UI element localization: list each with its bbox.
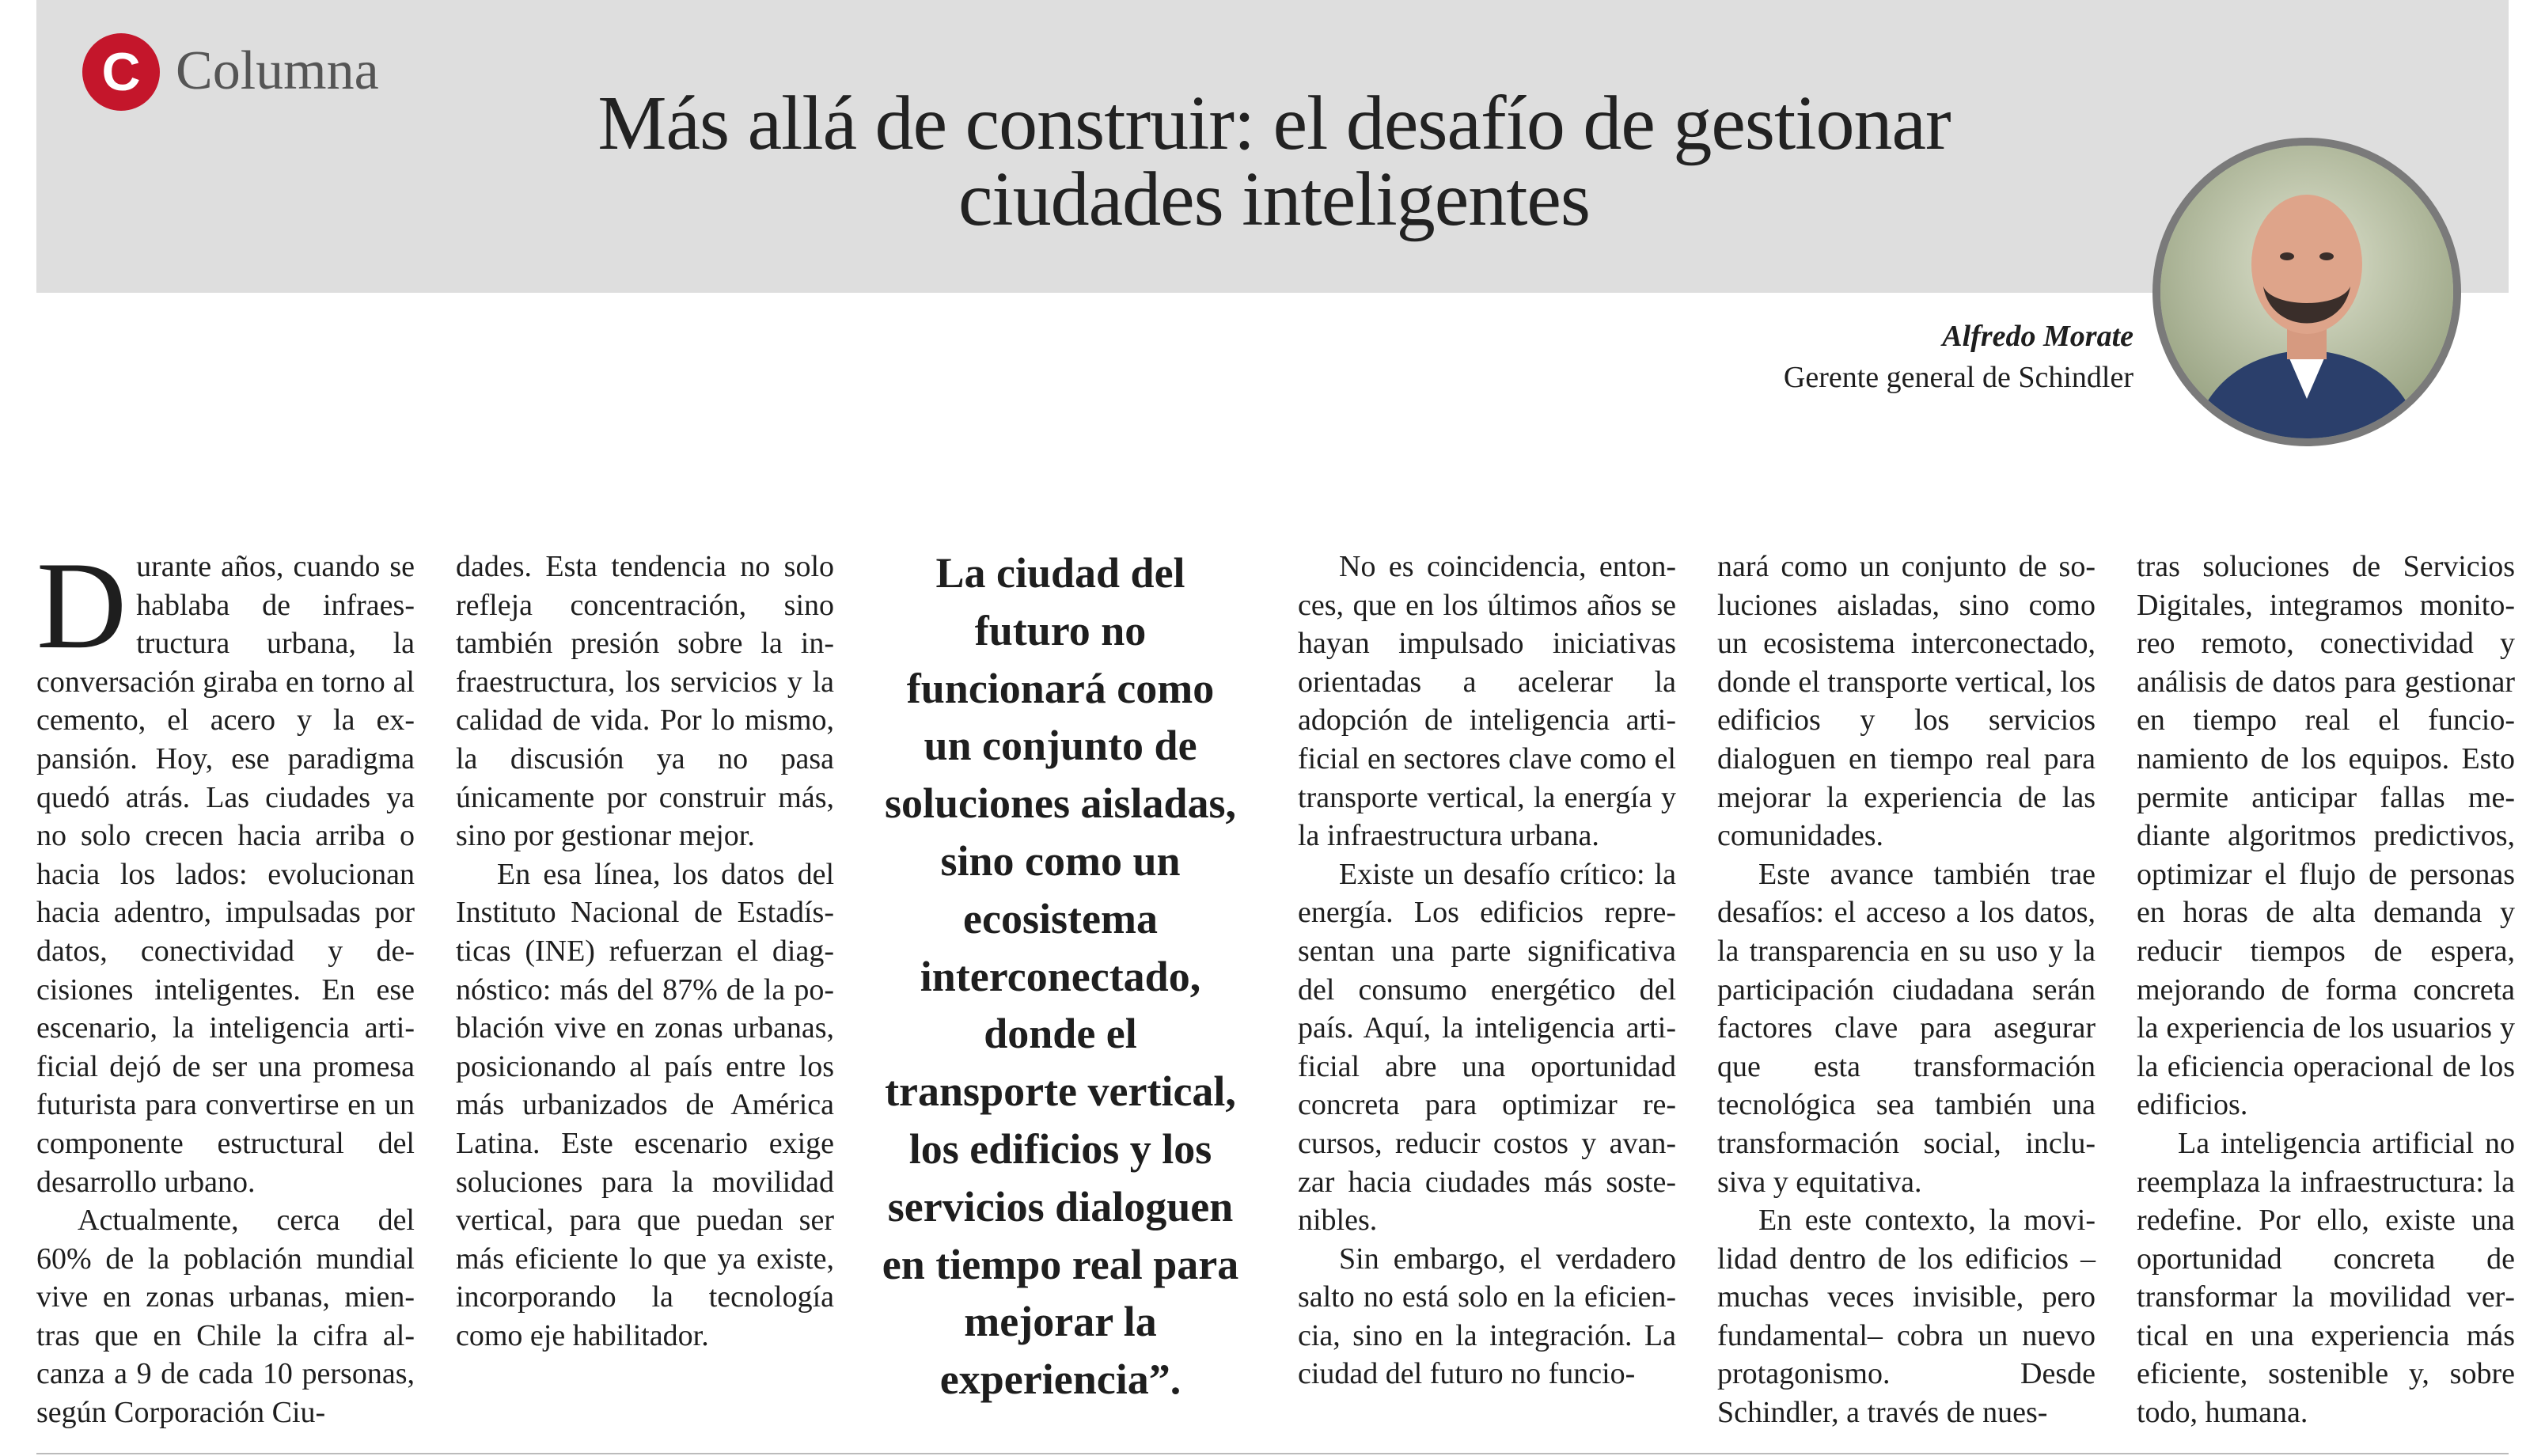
pull-quote-line: experiencia”. — [939, 1356, 1181, 1404]
headline-line-2: ciudades inteligentes — [958, 157, 1591, 242]
pull-quote-line: soluciones aisladas, — [884, 779, 1237, 828]
pull-quote-line: transporte vertical, — [885, 1067, 1236, 1116]
article-column-5 — [2137, 548, 2515, 1432]
pull-quote-line: funcionará como — [906, 664, 1215, 712]
headline-line-1: Más allá de construir: el desafío de gestionar — [597, 81, 1951, 166]
pull-quote-line: sino como un — [940, 836, 1181, 885]
bottom-rule — [36, 1453, 2509, 1454]
paragraph: Actualmente, cerca del 60% de la población mundial vive en zonas urbanas, mientras que en Chile la cifra alcanza a 9 de cada 10 personas, según Corporación Ciu- — [36, 1204, 415, 1430]
section-label: Columna — [176, 40, 379, 101]
paragraph: Existe un desafío crítico: la energía. Los edificios representan una parte significativa del consumo energético del país. Aquí, la inteligencia artificial abre una oportunidad concreta para optimizar recursos, reducir costos y avanzar hacia ciudades más sostenibles. — [1298, 857, 1676, 1238]
paragraph: Este avance también trae desafíos: el acceso a los datos, la transparencia en su uso y la participación ciudadana serán factores clave para asegurar que esta transformación tecnológica sea también una transformación social, inclusiva y equitativa. — [1717, 857, 2096, 1199]
article-column-3 — [1298, 548, 1676, 1393]
article-column-4 — [1717, 548, 2096, 1432]
paragraph: nará como un conjunto de soluciones aisladas, sino como un ecosistema interconectado, donde el transporte vertical, los edificios y los servicios dialoguen en tiempo real para mejorar la experiencia de las comunidades. — [1717, 550, 2096, 853]
pull-quote-line: mejorar la — [964, 1298, 1157, 1346]
paragraph: tras soluciones de Servicios Digitales, integramos monitoreo remoto, conectividad y análisis de datos para gestionar en tiempo real el funcionamiento de los equipos. Esto permite anticipar fallas mediante algoritmos predictivos, optimizar el flujo de personas en horas de alta demanda y reducir tiempos de espera, mejorando de forma concreta la experiencia de los usuarios y la eficiencia operacional de los edificios. — [2137, 550, 2515, 1122]
pull-quote-line: donde el — [984, 1010, 1137, 1058]
paragraph: En esa línea, los datos del Instituto Nacional de Estadísticas (INE) refuerzan el diagnóstico: más del 87% de la población vive en zonas urbanas, posicionando al país entre los más urbanizados de América Latina. Este escenario exige soluciones para la movilidad vertical, para que puedan ser más eficiente lo que ya existe, incorporando la tecnología como eje habilitador. — [456, 857, 834, 1352]
paragraph: La inteligencia artificial no reemplaza la infraestructura: la redefine. Por ello, existe una oportunidad concreta de transformar la movilidad vertical en una experiencia más eficiente, sostenible y, sobre todo, humana. — [2137, 1126, 2515, 1430]
pull-quote — [863, 544, 1258, 1409]
article-column-2 — [456, 548, 834, 1355]
pull-quote-line: un conjunto de — [924, 722, 1197, 770]
pull-quote-line: futuro no — [974, 606, 1147, 654]
pull-quote-line: servicios dialoguen — [887, 1182, 1234, 1230]
paragraph: dades. Esta tendencia no solo refleja concentración, sino también presión sobre la infraestructura, los servicios y la calidad de vida. Por lo mismo, la discusión ya no pasa únicamente por construir más, sino por gestionar mejor. — [456, 550, 834, 853]
pull-quote-line: La ciudad del — [935, 549, 1185, 597]
pull-quote-line: ecosistema — [963, 894, 1158, 942]
pull-quote-line: los edificios y los — [908, 1124, 1212, 1173]
author-name: Alfredo Morate — [1942, 320, 2133, 353]
paragraph: No es coincidencia, entonces, que en los últimos años se hayan impulsado iniciativas orientadas a acelerar la adopción de inteligencia artificial en sectores clave como el transporte vertical, la energía y la infraestructura urbana. — [1298, 550, 1676, 853]
article-column-1 — [36, 537, 415, 1432]
headline — [443, 81, 2105, 242]
section-badge-icon: C — [82, 33, 160, 111]
paragraph: Sin embargo, el verdadero salto no está solo en la eficiencia, sino en la integración. La ciudad del futuro no funcio- — [1298, 1242, 1676, 1391]
pull-quote-line: en tiempo real para — [882, 1240, 1239, 1288]
pull-quote-line: interconectado, — [920, 952, 1201, 1000]
paragraph — [36, 537, 415, 1201]
author-photo — [2152, 138, 2461, 446]
author-role: Gerente general de Schindler — [1783, 361, 2133, 394]
author-portrait-icon — [2160, 146, 2453, 438]
drop-cap: D — [36, 537, 127, 675]
paragraph-text: urante años, cuando se hablaba de infraestructura urbana, la conversación giraba en torno al cemento, el acero y la expansión. Hoy, ese paradigma quedó atrás. Las ciudades ya no solo crecen hacia arriba o hacia los lados: evolucionan hacia adentro, impulsadas por datos, conectividad y decisiones inteligentes. En ese escenario, la inteligencia artificial dejó de ser una promesa futurista para convertirse en un componente estructural del desarrollo urbano. — [36, 550, 415, 1199]
paragraph: En este contexto, la movilidad dentro de los edificios –muchas veces invisible, pero fundamental– cobra un nuevo protagonismo. Desde Schindler, a través de nues- — [1717, 1204, 2096, 1430]
